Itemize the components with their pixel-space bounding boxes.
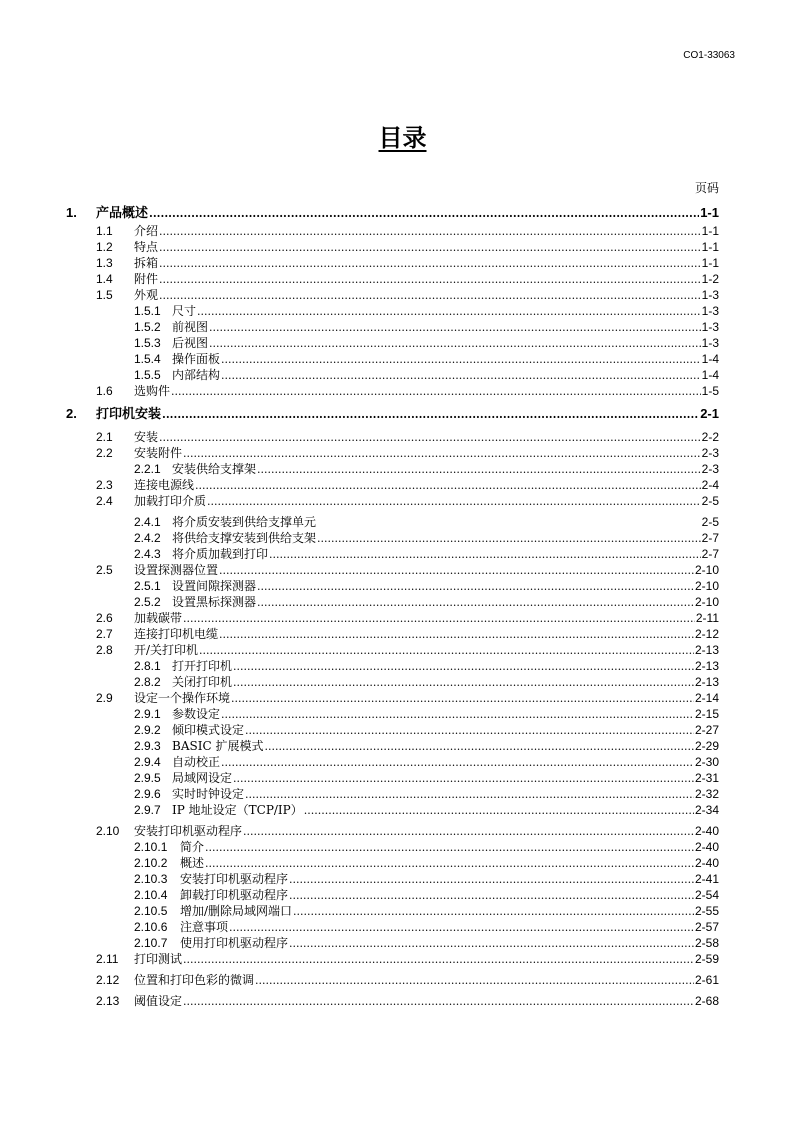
toc-entry-number: 2.9.4 bbox=[134, 755, 161, 769]
toc-entry-title: 介绍 bbox=[134, 224, 159, 238]
toc-entry-title: 安装打印机驱动程序 bbox=[134, 824, 243, 838]
toc-entry-page: 2-40 bbox=[694, 824, 719, 838]
toc-leader-dots bbox=[159, 256, 701, 272]
toc-entry-number: 2.5.2 bbox=[134, 595, 161, 609]
toc-entry-page: 2-10 bbox=[694, 579, 719, 593]
toc-leader-dots bbox=[289, 936, 694, 952]
toc-entry-title: 安装 bbox=[134, 430, 159, 444]
toc-entry-number: 2.8.1 bbox=[134, 659, 161, 673]
toc-entry-page: 1-4 bbox=[701, 368, 719, 382]
toc-entry-page: 2-14 bbox=[694, 691, 719, 705]
toc-entry[interactable] bbox=[66, 203, 719, 223]
toc-leader-dots bbox=[209, 336, 701, 352]
toc-entry[interactable] bbox=[66, 255, 719, 271]
toc-entry-page: 1-1 bbox=[701, 224, 719, 238]
toc-entry-number: 2. bbox=[66, 406, 77, 421]
toc-leader-dots bbox=[264, 739, 694, 755]
toc-leader-dots bbox=[289, 888, 694, 904]
toc-entry-title: 参数设定 bbox=[172, 707, 221, 721]
table-of-contents bbox=[66, 203, 719, 1009]
toc-entry-number: 2.6 bbox=[96, 611, 113, 625]
toc-entry-title: 打开打印机 bbox=[172, 659, 233, 673]
toc-entry[interactable] bbox=[66, 770, 719, 786]
toc-entry-title: 连接电源线 bbox=[134, 478, 195, 492]
toc-entry[interactable] bbox=[66, 993, 719, 1009]
toc-entry-number: 2.10.6 bbox=[134, 920, 168, 934]
toc-entry-title: 设置探测器位置 bbox=[134, 563, 219, 577]
toc-entry-number: 2.9 bbox=[96, 691, 113, 705]
toc-leader-dots bbox=[304, 803, 694, 819]
toc-entry-title: 设置间隙探测器 bbox=[172, 579, 257, 593]
toc-entry[interactable] bbox=[66, 445, 719, 461]
toc-entry-number: 1.5.4 bbox=[134, 352, 161, 366]
toc-entry-title: 加载打印介质 bbox=[134, 494, 207, 508]
toc-entry[interactable] bbox=[66, 903, 719, 919]
toc-entry-page: 2-27 bbox=[694, 723, 719, 737]
toc-entry-page: 2-13 bbox=[694, 659, 719, 673]
toc-entry-page: 2-54 bbox=[694, 888, 719, 902]
toc-entry-number: 1.5.2 bbox=[134, 320, 161, 334]
toc-entry-title: 安装附件 bbox=[134, 446, 183, 460]
toc-entry-title: 设置黑标探测器 bbox=[172, 595, 257, 609]
toc-entry-title: 打印机安装 bbox=[96, 407, 162, 422]
toc-entry-title: 附件 bbox=[134, 272, 159, 286]
toc-entry-title: 将介质加载到打印 bbox=[172, 547, 269, 561]
toc-entry-number: 2.10.1 bbox=[134, 840, 168, 854]
toc-entry-page: 2-4 bbox=[701, 478, 719, 492]
toc-entry-number: 2.7 bbox=[96, 627, 113, 641]
toc-entry-title: 局域网设定 bbox=[172, 771, 233, 785]
toc-entry-number: 1. bbox=[66, 205, 77, 220]
toc-leader-dots bbox=[245, 787, 694, 803]
toc-entry-number: 1.4 bbox=[96, 272, 113, 286]
toc-entry-page: 2-2 bbox=[701, 430, 719, 444]
toc-entry-number: 2.9.3 bbox=[134, 739, 161, 753]
toc-leader-dots bbox=[207, 494, 701, 510]
toc-entry[interactable] bbox=[66, 429, 719, 445]
toc-entry-page: 2-15 bbox=[694, 707, 719, 721]
toc-entry[interactable] bbox=[66, 951, 719, 967]
toc-leader-dots bbox=[199, 643, 694, 659]
toc-entry[interactable] bbox=[66, 351, 719, 367]
toc-leader-dots bbox=[183, 611, 695, 627]
toc-leader-dots bbox=[159, 240, 701, 256]
toc-leader-dots bbox=[209, 320, 701, 336]
toc-leader-dots bbox=[317, 531, 701, 547]
toc-entry-title: 位置和打印色彩的微调 bbox=[134, 973, 255, 987]
toc-entry-number: 1.1 bbox=[96, 224, 113, 238]
toc-entry-page: 2-41 bbox=[694, 872, 719, 886]
toc-leader-dots bbox=[159, 430, 701, 446]
toc-entry-page: 2-10 bbox=[694, 563, 719, 577]
toc-entry[interactable] bbox=[66, 383, 719, 399]
toc-entry-number: 2.10.4 bbox=[134, 888, 168, 902]
toc-entry-number: 1.5.3 bbox=[134, 336, 161, 350]
page-title: 目录 bbox=[378, 124, 427, 152]
toc-leader-dots bbox=[257, 579, 694, 595]
toc-entry-title: 后视图 bbox=[172, 336, 209, 350]
toc-entry-page: 2-11 bbox=[695, 611, 719, 625]
toc-leader-dots bbox=[255, 973, 694, 989]
toc-entry-page: 2-30 bbox=[694, 755, 719, 769]
toc-entry-page: 1-3 bbox=[701, 320, 719, 334]
toc-entry-title: 尺寸 bbox=[172, 304, 197, 318]
toc-entry-page: 2-40 bbox=[694, 856, 719, 870]
toc-leader-dots bbox=[233, 659, 694, 675]
toc-entry[interactable] bbox=[66, 367, 719, 383]
toc-entry[interactable] bbox=[66, 287, 719, 303]
toc-entry-page: 2-7 bbox=[701, 531, 719, 545]
toc-entry-number: 2.10.3 bbox=[134, 872, 168, 886]
toc-entry-title: 安装打印机驱动程序 bbox=[180, 872, 289, 886]
toc-entry-title: 注意事项 bbox=[180, 920, 229, 934]
toc-entry-page: 2-32 bbox=[694, 787, 719, 801]
toc-entry-page: 2-3 bbox=[701, 462, 719, 476]
toc-entry-number: 2.3 bbox=[96, 478, 113, 492]
toc-entry[interactable] bbox=[66, 594, 719, 610]
toc-entry-page: 2-29 bbox=[694, 739, 719, 753]
toc-entry-page: 1-2 bbox=[701, 272, 719, 286]
toc-entry[interactable] bbox=[66, 674, 719, 690]
document-id: CO1-33063 bbox=[683, 50, 735, 61]
toc-entry-number: 1.5.1 bbox=[134, 304, 161, 318]
toc-entry-page: 2-34 bbox=[694, 803, 719, 817]
toc-entry[interactable] bbox=[66, 578, 719, 594]
toc-leader-dots bbox=[245, 723, 694, 739]
toc-entry[interactable] bbox=[66, 477, 719, 493]
toc-leader-dots bbox=[269, 547, 701, 563]
toc-entry[interactable] bbox=[66, 530, 719, 546]
toc-leader-dots bbox=[231, 691, 694, 707]
toc-entry[interactable] bbox=[66, 887, 719, 903]
toc-entry-title: 关闭打印机 bbox=[172, 675, 233, 689]
toc-entry[interactable] bbox=[66, 303, 719, 319]
toc-entry-page: 1-1 bbox=[700, 205, 719, 220]
toc-entry-page: 1-1 bbox=[701, 256, 719, 270]
toc-entry[interactable] bbox=[66, 461, 719, 477]
toc-entry-number: 2.4.1 bbox=[134, 515, 161, 529]
toc-entry-number: 2.8 bbox=[96, 643, 113, 657]
page-column-header: 页码 bbox=[694, 181, 719, 195]
toc-entry-title: 使用打印机驱动程序 bbox=[180, 936, 289, 950]
toc-entry-title: 选购件 bbox=[134, 384, 171, 398]
toc-leader-dots bbox=[162, 405, 699, 425]
toc-entry-title: 卸载打印机驱动程序 bbox=[180, 888, 289, 902]
toc-leader-dots bbox=[183, 446, 701, 462]
toc-entry-page: 2-5 bbox=[701, 494, 719, 508]
toc-entry-number: 2.12 bbox=[96, 973, 120, 987]
toc-entry-number: 2.5 bbox=[96, 563, 113, 577]
toc-entry-number: 1.6 bbox=[96, 384, 113, 398]
toc-entry[interactable] bbox=[66, 823, 719, 839]
toc-entry-page: 2-7 bbox=[701, 547, 719, 561]
toc-leader-dots bbox=[233, 771, 694, 787]
toc-entry[interactable] bbox=[66, 855, 719, 871]
toc-leader-dots bbox=[197, 304, 701, 320]
toc-entry[interactable] bbox=[66, 972, 719, 988]
toc-entry-title: 开/关打印机 bbox=[134, 643, 199, 657]
toc-entry-page: 1-3 bbox=[701, 288, 719, 302]
toc-leader-dots bbox=[243, 824, 694, 840]
toc-entry-page: 1-4 bbox=[701, 352, 719, 366]
toc-entry[interactable] bbox=[66, 935, 719, 951]
toc-entry[interactable] bbox=[66, 722, 719, 738]
toc-entry-title: 简介 bbox=[180, 840, 205, 854]
toc-leader-dots bbox=[171, 384, 701, 400]
toc-entry-number: 2.13 bbox=[96, 994, 120, 1008]
toc-entry-number: 2.10.5 bbox=[134, 904, 168, 918]
toc-entry-page: 2-10 bbox=[694, 595, 719, 609]
toc-entry-number: 2.4.3 bbox=[134, 547, 161, 561]
toc-entry-number: 2.9.1 bbox=[134, 707, 161, 721]
toc-entry-number: 1.3 bbox=[96, 256, 113, 270]
toc-entry-title: 加载碳带 bbox=[134, 611, 183, 625]
toc-entry[interactable] bbox=[66, 319, 719, 335]
toc-entry-title: IP 地址设定（TCP/IP） bbox=[172, 803, 303, 817]
toc-entry-title: 概述 bbox=[180, 856, 205, 870]
toc-entry-number: 2.11 bbox=[96, 952, 119, 966]
toc-entry[interactable] bbox=[66, 871, 719, 887]
toc-leader-dots bbox=[257, 462, 701, 478]
toc-entry-number: 1.5 bbox=[96, 288, 113, 302]
toc-entry[interactable] bbox=[66, 786, 719, 802]
toc-entry-number: 2.9.6 bbox=[134, 787, 161, 801]
toc-leader-dots bbox=[219, 563, 694, 579]
toc-leader-dots bbox=[183, 952, 694, 968]
toc-entry-title: 拆箱 bbox=[134, 256, 159, 270]
toc-entry-number: 2.10.2 bbox=[134, 856, 168, 870]
toc-entry-title: 设定一个操作环境 bbox=[134, 691, 231, 705]
toc-entry-title: 自动校正 bbox=[172, 755, 221, 769]
toc-entry-title: 连接打印机电缆 bbox=[134, 627, 219, 641]
toc-entry-title: 特点 bbox=[134, 240, 159, 254]
toc-entry-number: 2.8.2 bbox=[134, 675, 161, 689]
toc-entry-page: 2-59 bbox=[694, 952, 719, 966]
toc-leader-dots bbox=[159, 288, 701, 304]
toc-leader-dots bbox=[183, 994, 694, 1010]
toc-entry-page: 2-58 bbox=[694, 936, 719, 950]
toc-entry-title: 产品概述 bbox=[96, 206, 149, 221]
toc-entry-title: 将介质安装到供给支撑单元 bbox=[172, 515, 317, 529]
toc-entry-page: 2-5 bbox=[701, 515, 719, 529]
toc-entry-number: 2.2.1 bbox=[134, 462, 161, 476]
toc-entry[interactable] bbox=[66, 706, 719, 722]
toc-leader-dots bbox=[219, 627, 694, 643]
toc-entry-title: 增加/删除局域网端口 bbox=[180, 904, 293, 918]
toc-entry-page: 1-1 bbox=[701, 240, 719, 254]
toc-entry[interactable] bbox=[66, 610, 719, 626]
toc-entry-number: 2.9.2 bbox=[134, 723, 161, 737]
toc-entry[interactable] bbox=[66, 802, 719, 818]
toc-entry[interactable] bbox=[66, 223, 719, 239]
toc-entry-page: 2-31 bbox=[694, 771, 719, 785]
toc-entry-page: 2-40 bbox=[694, 840, 719, 854]
toc-leader-dots bbox=[229, 920, 694, 936]
toc-entry-page: 2-55 bbox=[694, 904, 719, 918]
toc-entry[interactable] bbox=[66, 839, 719, 855]
toc-entry[interactable] bbox=[66, 738, 719, 754]
toc-entry-page: 2-13 bbox=[694, 643, 719, 657]
toc-entry-title: BASIC 扩展模式 bbox=[172, 739, 264, 753]
toc-entry[interactable] bbox=[66, 546, 719, 562]
toc-entry-title: 安装供给支撑架 bbox=[172, 462, 257, 476]
toc-entry-title: 操作面板 bbox=[172, 352, 221, 366]
toc-entry-number: 2.10 bbox=[96, 824, 120, 838]
toc-entry[interactable] bbox=[66, 919, 719, 935]
toc-entry[interactable] bbox=[66, 690, 719, 706]
toc-entry-title: 阈值设定 bbox=[134, 994, 183, 1008]
toc-entry-number: 2.5.1 bbox=[134, 579, 161, 593]
toc-entry-page: 1-5 bbox=[701, 384, 719, 398]
toc-entry[interactable] bbox=[66, 658, 719, 674]
toc-entry-number: 2.4 bbox=[96, 494, 113, 508]
toc-entry[interactable] bbox=[66, 754, 719, 770]
toc-entry-page: 1-3 bbox=[701, 336, 719, 350]
toc-leader-dots bbox=[221, 707, 694, 723]
toc-entry-number: 2.1 bbox=[96, 430, 113, 444]
toc-entry[interactable] bbox=[66, 562, 719, 578]
toc-leader-dots bbox=[159, 224, 701, 240]
toc-entry-page: 2-57 bbox=[694, 920, 719, 934]
toc-entry-number: 2.4.2 bbox=[134, 531, 161, 545]
toc-entry-title: 外观 bbox=[134, 288, 159, 302]
toc-entry-number: 2.9.7 bbox=[134, 803, 161, 817]
toc-entry-number: 2.9.5 bbox=[134, 771, 161, 785]
toc-leader-dots bbox=[205, 840, 694, 856]
toc-leader-dots bbox=[149, 204, 699, 224]
toc-entry-page: 2-3 bbox=[701, 446, 719, 460]
toc-leader-dots bbox=[293, 904, 694, 920]
toc-entry-title: 实时时钟设定 bbox=[172, 787, 245, 801]
toc-leader-dots bbox=[159, 272, 701, 288]
toc-entry-title: 打印测试 bbox=[134, 952, 183, 966]
toc-entry-page: 2-68 bbox=[694, 994, 719, 1008]
toc-entry[interactable] bbox=[66, 271, 719, 287]
toc-entry-number: 2.10.7 bbox=[134, 936, 168, 950]
toc-entry-title: 将供给支撑安装到供给支架 bbox=[172, 531, 317, 545]
toc-entry-title: 倾印模式设定 bbox=[172, 723, 245, 737]
toc-entry-title: 前视图 bbox=[172, 320, 209, 334]
toc-leader-dots bbox=[195, 478, 701, 494]
toc-entry[interactable] bbox=[66, 493, 719, 509]
toc-entry[interactable] bbox=[66, 514, 719, 530]
toc-entry-page: 2-13 bbox=[694, 675, 719, 689]
toc-leader-dots bbox=[221, 368, 701, 384]
toc-entry-number: 1.2 bbox=[96, 240, 113, 254]
toc-entry-page: 2-12 bbox=[694, 627, 719, 641]
toc-leader-dots bbox=[289, 872, 694, 888]
toc-entry[interactable] bbox=[66, 404, 719, 424]
toc-entry-number: 2.2 bbox=[96, 446, 113, 460]
toc-leader-dots bbox=[221, 352, 701, 368]
toc-entry[interactable] bbox=[66, 335, 719, 351]
toc-entry-title: 内部结构 bbox=[172, 368, 221, 382]
toc-leader-dots bbox=[233, 675, 694, 691]
toc-leader-dots bbox=[221, 755, 694, 771]
toc-entry[interactable] bbox=[66, 626, 719, 642]
toc-entry-page: 2-1 bbox=[700, 406, 719, 421]
toc-entry-page: 2-61 bbox=[694, 973, 719, 987]
toc-entry-number: 1.5.5 bbox=[134, 368, 161, 382]
toc-leader-dots bbox=[257, 595, 694, 611]
toc-leader-dots bbox=[205, 856, 694, 872]
toc-entry[interactable] bbox=[66, 239, 719, 255]
toc-entry-page: 1-3 bbox=[701, 304, 719, 318]
toc-entry[interactable] bbox=[66, 642, 719, 658]
